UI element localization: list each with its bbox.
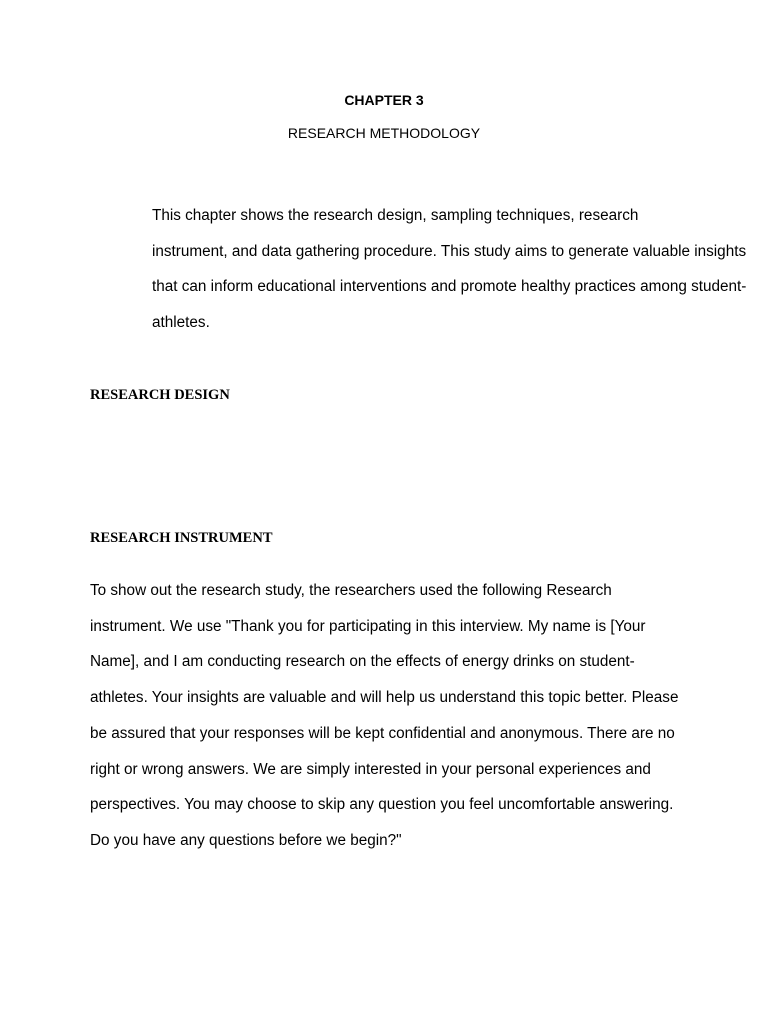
research-instrument-paragraph bbox=[90, 573, 682, 859]
paragraph-line: that can inform educational interventions and promote healthy practices among student- bbox=[152, 278, 747, 296]
paragraph-line: right or wrong answers. We are simply interested in your personal experiences and bbox=[90, 760, 651, 778]
chapter-subtitle: RESEARCH METHODOLOGY bbox=[287, 125, 481, 141]
paragraph-line: This chapter shows the research design, sampling techniques, research bbox=[152, 207, 639, 224]
paragraph-line: To show out the research study, the researchers used the following Research bbox=[90, 582, 612, 599]
paragraph-line: Name], and I am conducting research on the effects of energy drinks on student- bbox=[90, 653, 635, 671]
paragraph-line: athletes. Your insights are valuable and will help us understand this topic better. Please bbox=[90, 689, 679, 707]
section-heading-research-instrument: RESEARCH INSTRUMENT bbox=[90, 530, 273, 546]
paragraph-line: perspectives. You may choose to skip any question you feel uncomfortable answering. bbox=[90, 796, 674, 814]
paragraph-line: athletes. bbox=[152, 314, 210, 332]
intro-paragraph bbox=[90, 198, 747, 341]
paragraph-line: instrument, and data gathering procedure. This study aims to generate valuable insights bbox=[152, 242, 747, 260]
paragraph-line: instrument. We use "Thank you for participating in this interview. My name is [Your bbox=[90, 617, 646, 635]
section-heading-research-design: RESEARCH DESIGN bbox=[90, 387, 230, 403]
paragraph-line: Do you have any questions before we begin?" bbox=[90, 831, 402, 849]
paragraph-line: be assured that your responses will be kept confidential and anonymous. There are no bbox=[90, 724, 675, 742]
chapter-title: CHAPTER 3 bbox=[344, 92, 424, 108]
